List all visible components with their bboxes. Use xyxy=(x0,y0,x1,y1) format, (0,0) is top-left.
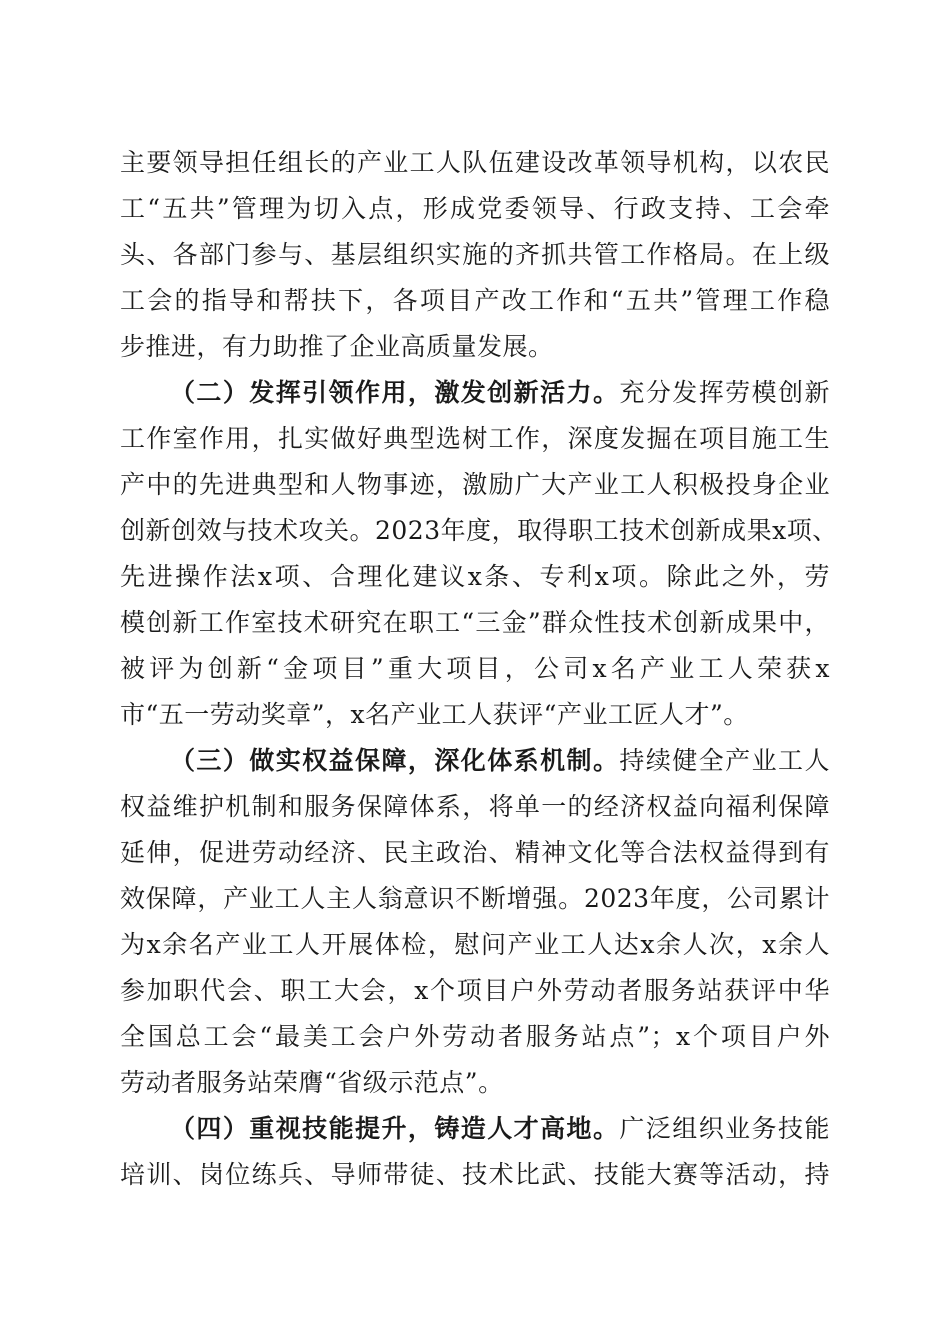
paragraph-first-line xyxy=(170,369,830,417)
text-run: 充分发挥劳模创新 xyxy=(619,378,830,407)
section-heading: （四）重视技能提升，铸造人才高地。 xyxy=(170,1114,620,1143)
text-line: 被评为创新“金项目”重大项目，公司x名产业工人荣获x xyxy=(120,654,830,683)
text-line: 模创新工作室技术研究在职工“三金”群众性技术创新成果中， xyxy=(120,608,830,637)
text-line: 参加职代会、职工大会，x个项目户外劳动者服务站获评中华 xyxy=(120,976,830,1005)
text-line: 延伸，促进劳动经济、民主政治、精神文化等合法权益得到有 xyxy=(120,838,830,867)
section-heading: （三）做实权益保障，深化体系机制。 xyxy=(170,746,620,775)
text-line: 权益维护机制和服务保障体系，将单一的经济权益向福利保障 xyxy=(120,792,830,821)
text-line: 全国总工会“最美工会户外劳动者服务站点”；x个项目户外 xyxy=(120,1022,830,1051)
text-line: 产中的先进典型和人物事迹，激励广大产业工人积极投身企业 xyxy=(120,470,830,499)
text-run: 广泛组织业务技能 xyxy=(619,1114,830,1143)
section-heading: （二）发挥引领作用，激发创新活力。 xyxy=(170,378,620,407)
text-line: 劳动者服务站荣膺“省级示范点”。 xyxy=(120,1068,504,1097)
paragraph-first-line xyxy=(170,1105,830,1153)
text-line: 先进操作法x项、合理化建议x条、专利x项。除此之外，劳 xyxy=(120,562,830,591)
text-line: 头、各部门参与、基层组织实施的齐抓共管工作格局。在上级 xyxy=(120,240,830,269)
text-line: 工作室作用，扎实做好典型选树工作，深度发掘在项目施工生 xyxy=(120,424,830,453)
text-line: 步推进，有力助推了企业高质量发展。 xyxy=(120,332,554,361)
text-line: 创新创效与技术攻关。2023年度，取得职工技术创新成果x项、 xyxy=(120,516,838,545)
text-run: 持续健全产业工人 xyxy=(619,746,830,775)
text-line: 培训、岗位练兵、导师带徒、技术比武、技能大赛等活动，持 xyxy=(120,1160,830,1189)
text-line: 效保障，产业工人主人翁意识不断增强。2023年度，公司累计 xyxy=(120,884,830,913)
text-line: 工“五共”管理为切入点，形成党委领导、行政支持、工会牵 xyxy=(120,194,830,223)
text-line: 主要领导担任组长的产业工人队伍建设改革领导机构，以农民 xyxy=(120,148,830,177)
paragraph-first-line xyxy=(170,737,830,785)
text-line: 工会的指导和帮扶下，各项目产改工作和“五共”管理工作稳 xyxy=(120,286,830,315)
text-line: 市“五一劳动奖章”，x名产业工人获评“产业工匠人才”。 xyxy=(120,700,749,729)
text-line: 为x余名产业工人开展体检，慰问产业工人达x余人次，x余人 xyxy=(120,930,830,959)
